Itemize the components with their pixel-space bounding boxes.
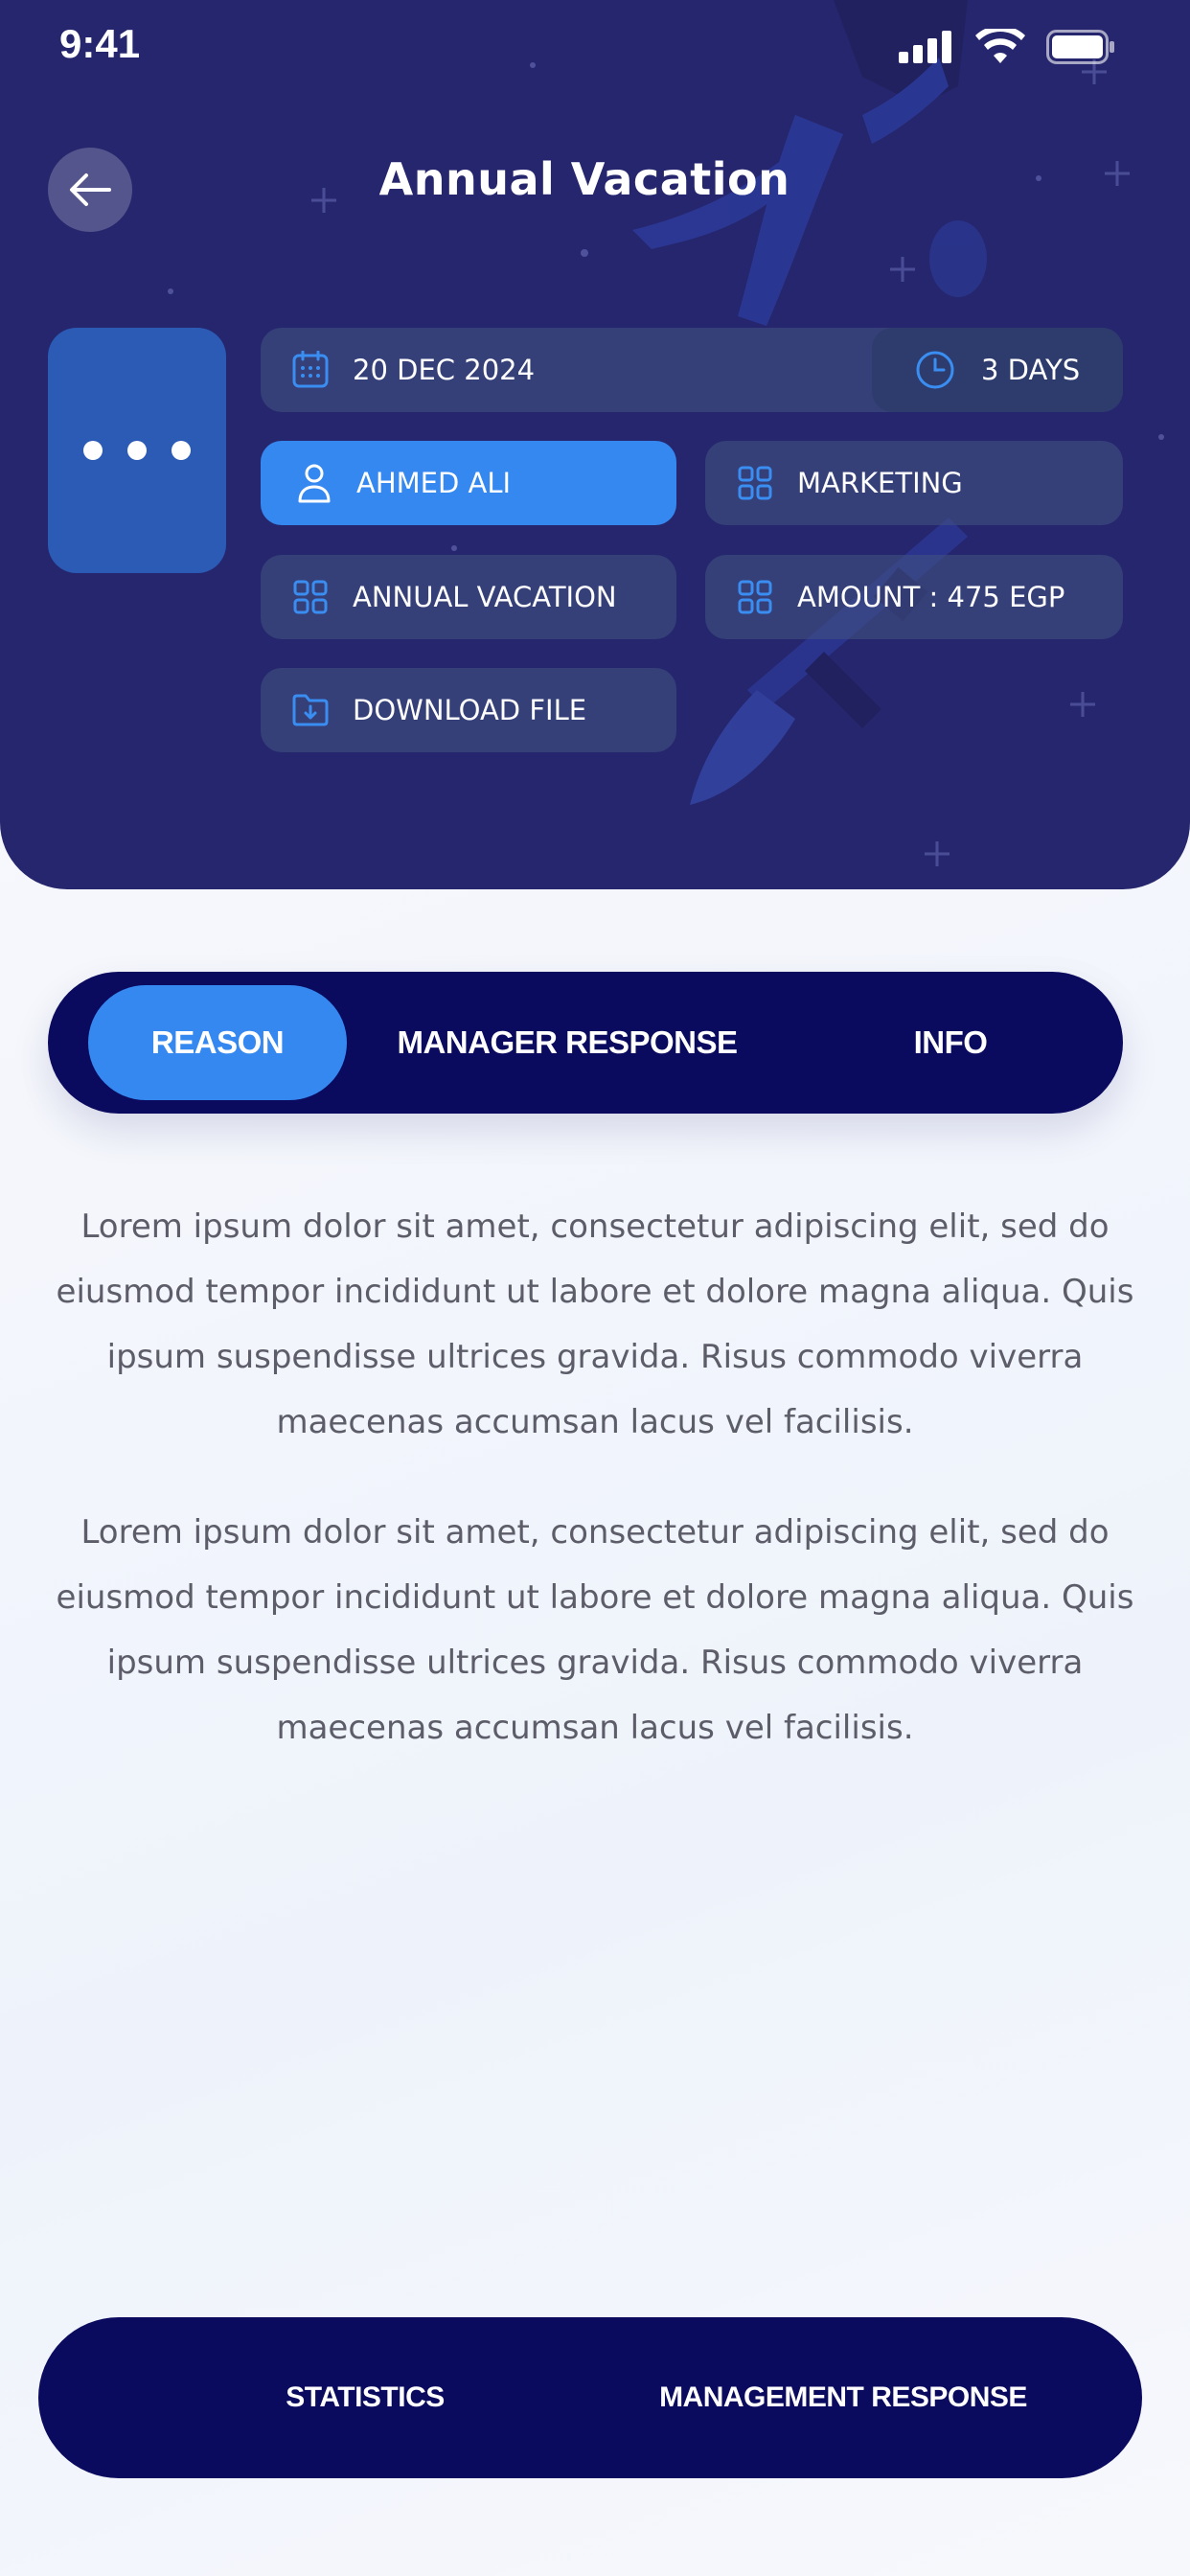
days-value: 3 DAYS xyxy=(981,354,1081,386)
vacation-type-value: ANNUAL VACATION xyxy=(353,581,617,613)
clock-icon xyxy=(914,349,956,391)
grid-icon xyxy=(734,576,776,618)
user-icon xyxy=(293,462,335,504)
status-time: 9:41 xyxy=(59,21,141,66)
grid-icon xyxy=(734,462,776,504)
tab-reason[interactable] xyxy=(88,985,347,1100)
grid-icon xyxy=(289,576,332,618)
ellipsis-dot xyxy=(127,441,147,460)
wifi-icon xyxy=(975,29,1025,65)
tab-reason-label: REASON xyxy=(150,1024,285,1060)
tab-manager-response-label: MANAGER RESPONSE xyxy=(397,1024,738,1060)
statistics-button[interactable] xyxy=(153,2317,577,2478)
management-response-label: MANAGEMENT RESPONSE xyxy=(659,2381,1027,2413)
date-value: 20 DEC 2024 xyxy=(353,354,536,386)
department-value: MARKETING xyxy=(797,467,963,499)
bottom-action-bar xyxy=(38,2317,1142,2478)
employee-name: AHMED ALI xyxy=(356,467,512,499)
tab-bar xyxy=(48,972,1123,1114)
folder-download-icon xyxy=(289,689,332,731)
status-bar xyxy=(0,0,1190,96)
reason-paragraph-1: Lorem ipsum dolor sit amet, consectetur adipiscing elit, sed do eiusmod tempor incididunt ut labore et dolore magna aliqua. Quis ipsum suspendisse ultrices gravida. Risus commodo viverra maecenas accumsan lacus vel facilisis. xyxy=(56,1208,1134,1441)
calendar-icon xyxy=(289,349,332,391)
management-response-button[interactable] xyxy=(632,2317,1054,2478)
reason-paragraph-2: Lorem ipsum dolor sit amet, consectetur adipiscing elit, sed do eiusmod tempor incididunt ut labore et dolore magna aliqua. Quis ipsum suspendisse ultrices gravida. Risus commodo viverra maecenas accumsan lacus vel facilisis. xyxy=(56,1513,1134,1747)
employee-pill[interactable] xyxy=(261,441,676,525)
vacation-type-pill xyxy=(261,555,676,639)
ellipsis-dot xyxy=(172,441,191,460)
download-label: DOWNLOAD FILE xyxy=(353,694,587,726)
battery-icon xyxy=(1046,30,1115,64)
days-pill xyxy=(872,328,1123,412)
statistics-label: STATISTICS xyxy=(286,2381,445,2413)
tab-manager-response[interactable] xyxy=(395,985,740,1100)
page-title: Annual Vacation xyxy=(378,153,790,205)
tab-info-label: INFO xyxy=(913,1024,988,1060)
more-options-button[interactable] xyxy=(48,328,226,573)
download-file-button[interactable] xyxy=(261,668,676,752)
status-icons xyxy=(899,29,1115,65)
amount-pill xyxy=(705,555,1123,639)
department-pill xyxy=(705,441,1123,525)
ellipsis-icon xyxy=(83,441,103,460)
header xyxy=(0,0,1190,889)
tab-info[interactable] xyxy=(855,985,1046,1100)
amount-value: AMOUNT : 475 EGP xyxy=(797,581,1065,613)
signal-icon xyxy=(899,31,954,63)
